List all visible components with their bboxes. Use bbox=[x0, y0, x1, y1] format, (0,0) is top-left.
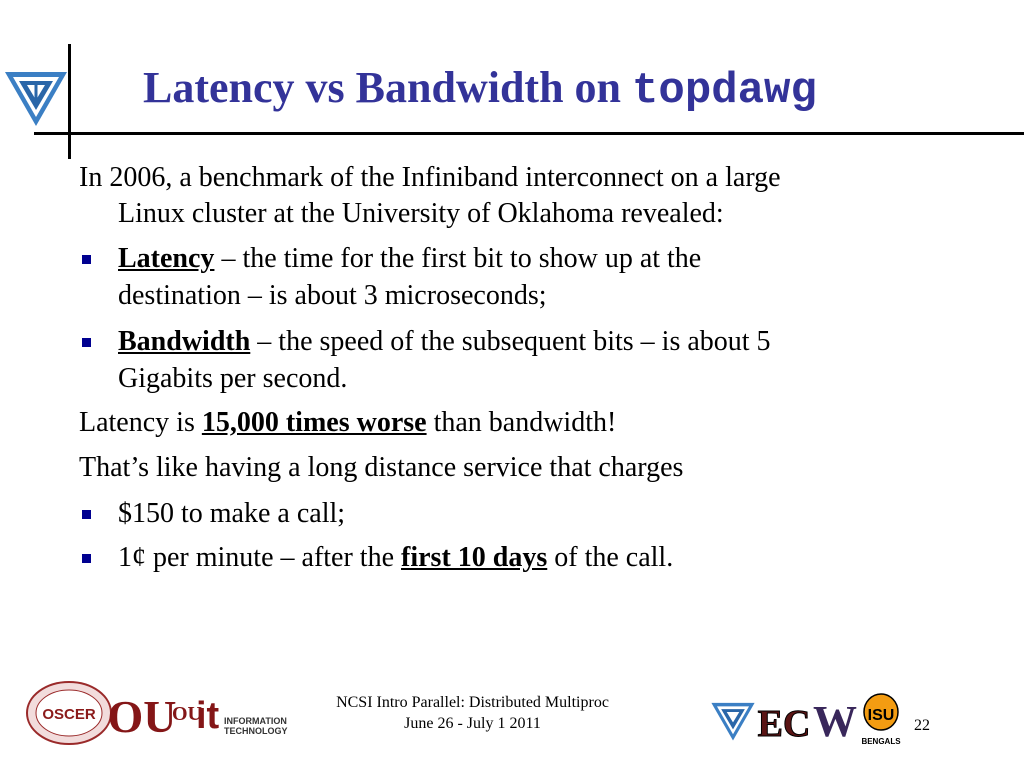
bullet-marker bbox=[82, 554, 91, 563]
latency-comparison-post: than bandwidth! bbox=[426, 407, 617, 438]
per-minute-post: of the call. bbox=[547, 542, 674, 573]
svg-text:OSCER: OSCER bbox=[42, 706, 96, 723]
ou-logo bbox=[107, 684, 177, 744]
bandwidth-definition: – the speed of the subsequent bits – is about 5 bbox=[250, 326, 771, 357]
isu-bengals-logo bbox=[860, 690, 902, 748]
bullet-bandwidth-cont: Gigabits per second. bbox=[118, 363, 348, 394]
svg-text:INFORMATION: INFORMATION bbox=[224, 716, 287, 726]
uw-logo bbox=[810, 696, 860, 744]
bullet-marker bbox=[82, 255, 91, 264]
bandwidth-term: Bandwidth bbox=[118, 326, 251, 357]
per-minute-pre: 1¢ per minute – after the bbox=[118, 542, 402, 573]
bullet-marker bbox=[82, 338, 91, 347]
latency-comparison bbox=[79, 405, 616, 441]
decorative-horizontal-line bbox=[34, 132, 1024, 135]
footer-line-2: June 26 - July 1 2011 bbox=[404, 715, 541, 732]
bullet-bandwidth bbox=[118, 324, 771, 360]
svg-text:ISU: ISU bbox=[867, 707, 895, 724]
slide-title bbox=[143, 62, 817, 116]
latency-term: Latency bbox=[118, 243, 215, 274]
bullet-call-cost: $150 to make a call; bbox=[118, 498, 346, 529]
ou-it-logo bbox=[170, 688, 288, 744]
svg-text:OU: OU bbox=[107, 691, 177, 742]
intro-line-2: Linux cluster at the University of Oklahoma revealed: bbox=[118, 198, 724, 229]
ncsi-triangle-small-logo bbox=[710, 700, 756, 742]
svg-text:BENGALS: BENGALS bbox=[861, 737, 901, 746]
svg-text:OU: OU bbox=[172, 703, 202, 725]
svg-text:it: it bbox=[196, 695, 220, 737]
per-minute-emph: first 10 days bbox=[401, 542, 548, 573]
bullet-marker bbox=[82, 510, 91, 519]
bullet-latency bbox=[118, 241, 701, 277]
latency-comparison-pre: Latency is bbox=[79, 407, 202, 438]
title-text: Latency vs Bandwidth on bbox=[143, 63, 633, 112]
latency-comparison-emph: 15,000 times worse bbox=[201, 407, 427, 438]
footer-caption bbox=[300, 692, 645, 734]
latency-definition: – the time for the first bit to show up at the bbox=[214, 243, 702, 274]
title-code-text: topdawg bbox=[632, 66, 817, 116]
bullet-latency-cont: destination – is about 3 microseconds; bbox=[118, 280, 547, 311]
svg-text:EC: EC bbox=[757, 703, 811, 745]
ncsi-triangle-logo bbox=[3, 68, 69, 128]
intro-line-1: In 2006, a benchmark of the Infiniband interconnect on a large bbox=[79, 162, 781, 193]
footer-line-1: NCSI Intro Parallel: Distributed Multiproc bbox=[336, 694, 609, 711]
svg-text:TECHNOLOGY: TECHNOLOGY bbox=[224, 726, 288, 736]
page-number: 22 bbox=[914, 717, 930, 734]
analogy-line: That’s like having a long distance service that charges bbox=[79, 452, 684, 483]
svg-text:W: W bbox=[813, 697, 857, 746]
ecu-logo bbox=[758, 696, 810, 744]
bullet-per-minute bbox=[118, 540, 673, 576]
oscer-seal-logo bbox=[25, 680, 113, 746]
